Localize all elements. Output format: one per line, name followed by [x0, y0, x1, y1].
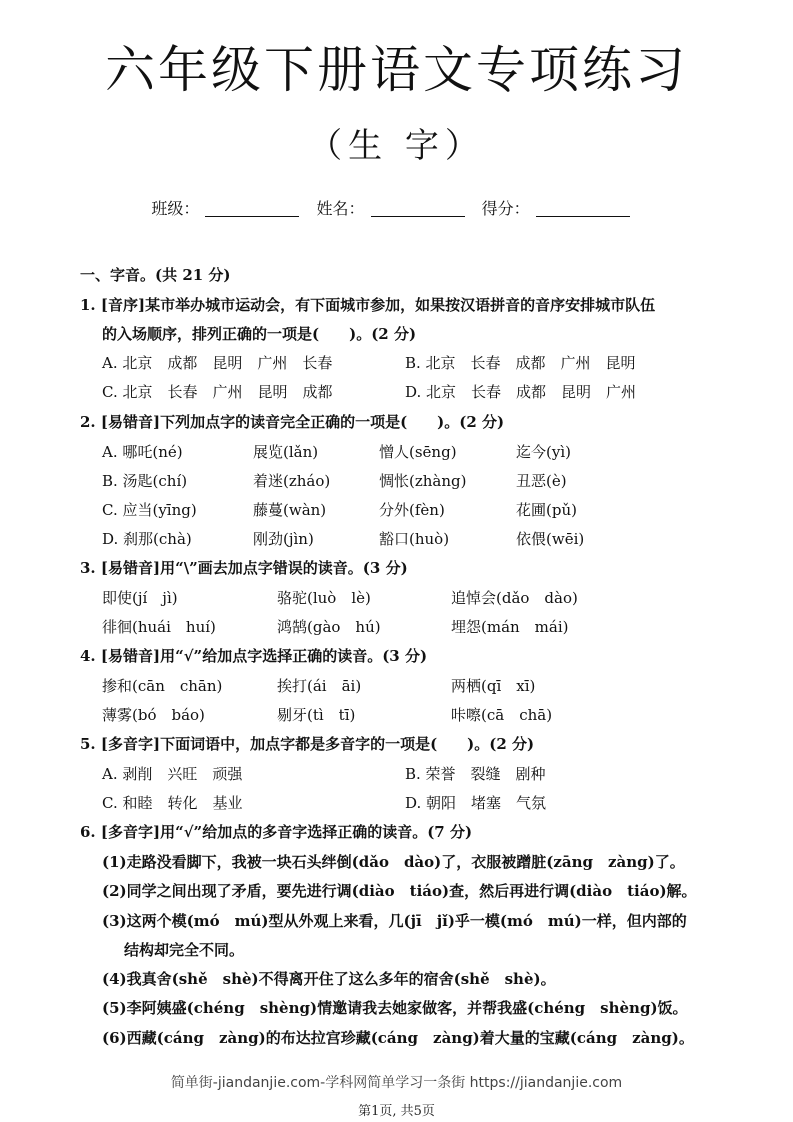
q3-r2c2: 鸿鹄(gào hú): [277, 618, 381, 636]
name-blank: [371, 198, 465, 217]
class-label: 班级：: [151, 199, 200, 218]
q4-r1c3: 两栖(qī xī): [451, 677, 536, 695]
q5-option-d: D. 朝阳 堵塞 气氛: [405, 794, 547, 812]
page-subtitle: （生 字）: [308, 126, 485, 166]
q3-r2c3: 埋怨(mán mái): [451, 618, 569, 636]
q5-option-a: A. 剥削 兴旺 顽强: [102, 765, 243, 783]
q6-s1: (1)走路没看脚下，我被一块石头绊倒(dǎo dào)了，衣服被蹭脏(zāng zàng)了。: [102, 853, 685, 871]
q2-a3: 憎人(sēng): [379, 443, 457, 461]
class-blank: [205, 198, 299, 217]
q3-r1c1: 即使(jí jì): [102, 589, 178, 607]
q4-line1: 4. [易错音]用“√”给加点字选择正确的读音。(3 分): [80, 647, 428, 665]
page-number: 第1页, 共5页: [358, 1104, 435, 1119]
q4-r2c1: 薄雾(bó báo): [102, 706, 205, 724]
footer-source: 简单街-jiandanjie.com-学科网简单学习一条街 https://jiandanjie.com: [170, 1075, 623, 1091]
q3-r2c1: 徘徊(huái huí): [102, 618, 216, 636]
student-info-row: [0, 196, 793, 222]
q4-r1c1: 掺和(cān chān): [102, 677, 223, 695]
q5-option-b: B. 荣誉 裂缝 剧种: [405, 765, 546, 783]
q1-option-b: B. 北京 长春 成都 广州 昆明: [405, 354, 636, 372]
q2-a4: 迄今(yì): [516, 443, 571, 461]
q6-s6: (6)西藏(cáng zàng)的布达拉宫珍藏(cáng zàng)着大量的宝藏(cáng zàng)。: [102, 1029, 694, 1047]
q2-a2: 展览(lǎn): [253, 443, 319, 461]
q2-c1: C. 应当(yīng): [102, 501, 197, 519]
q1-line1: 1. [音序]某市举办城市运动会，有下面城市参加，如果按汉语拼音的音序安排城市队伍: [80, 296, 656, 314]
q1-option-d: D. 北京 长春 成都 昆明 广州: [405, 383, 637, 401]
q2-b3: 惆怅(zhàng): [379, 472, 467, 490]
score-blank: [536, 198, 630, 217]
page-title: 六年级下册语文专项练习: [105, 41, 688, 99]
q4-r2c2: 剔牙(tì tī): [277, 706, 356, 724]
q6-s4: (4)我真舍(shě shè)不得离开住了这么多年的宿舍(shě shè)。: [102, 970, 556, 988]
q4-r2c3: 咔嚓(cā chā): [451, 706, 553, 724]
q2-d1: D. 刹那(chà): [102, 530, 192, 548]
score-label: 得分：: [481, 199, 530, 218]
q2-a1: A. 哪吒(né): [102, 443, 183, 461]
q6-s3b: 结构却完全不同。: [124, 941, 245, 959]
section-heading: 一、字音。(共 21 分): [80, 266, 231, 284]
q2-c4: 花圃(pǔ): [516, 501, 577, 519]
q2-d3: 豁口(huò): [379, 530, 450, 548]
q2-c2: 藤蔓(wàn): [253, 501, 327, 519]
q5-line1: 5. [多音字]下面词语中，加点字都是多音字的一项是( )。(2 分): [80, 735, 535, 753]
q5-option-c: C. 和睦 转化 基业: [102, 794, 243, 812]
q2-d2: 刚劲(jìn): [253, 530, 314, 548]
q2-d4: 依偎(wēi): [516, 530, 585, 548]
q3-r1c3: 追悼会(dǎo dào): [451, 589, 578, 607]
q6-s3a: (3)这两个模(mó mú)型从外观上来看，几(jī jǐ)乎一模(mó mú)一样，但内部的: [102, 912, 687, 930]
q2-line1: 2. [易错音]下列加点字的读音完全正确的一项是( )。(2 分): [80, 413, 505, 431]
q3-line1: 3. [易错音]用“\”画去加点字错误的读音。(3 分): [80, 559, 408, 577]
q2-b1: B. 汤匙(chí): [102, 472, 188, 490]
name-label: 姓名：: [316, 199, 365, 218]
q6-s2: (2)同学之间出现了矛盾，要先进行调(diào tiáo)查，然后再进行调(diào tiáo)解。: [102, 882, 697, 900]
q6-s5: (5)李阿姨盛(chéng shèng)情邀请我去她家做客，并帮我盛(chéng shèng)饭。: [102, 999, 688, 1017]
q1-line2: 的入场顺序，排列正确的一项是( )。(2 分): [102, 325, 417, 343]
q2-b2: 着迷(zháo): [253, 472, 331, 490]
q2-c3: 分外(fèn): [379, 501, 445, 519]
q2-b4: 丑恶(è): [516, 472, 567, 490]
q4-r1c2: 挨打(ái āi): [277, 677, 362, 695]
q6-line1: 6. [多音字]用“√”给加点的多音字选择正确的读音。(7 分): [80, 823, 473, 841]
q1-option-a: A. 北京 成都 昆明 广州 长春: [102, 354, 333, 372]
q3-r1c2: 骆驼(luò lè): [277, 589, 371, 607]
q1-option-c: C. 北京 长春 广州 昆明 成都: [102, 383, 333, 401]
